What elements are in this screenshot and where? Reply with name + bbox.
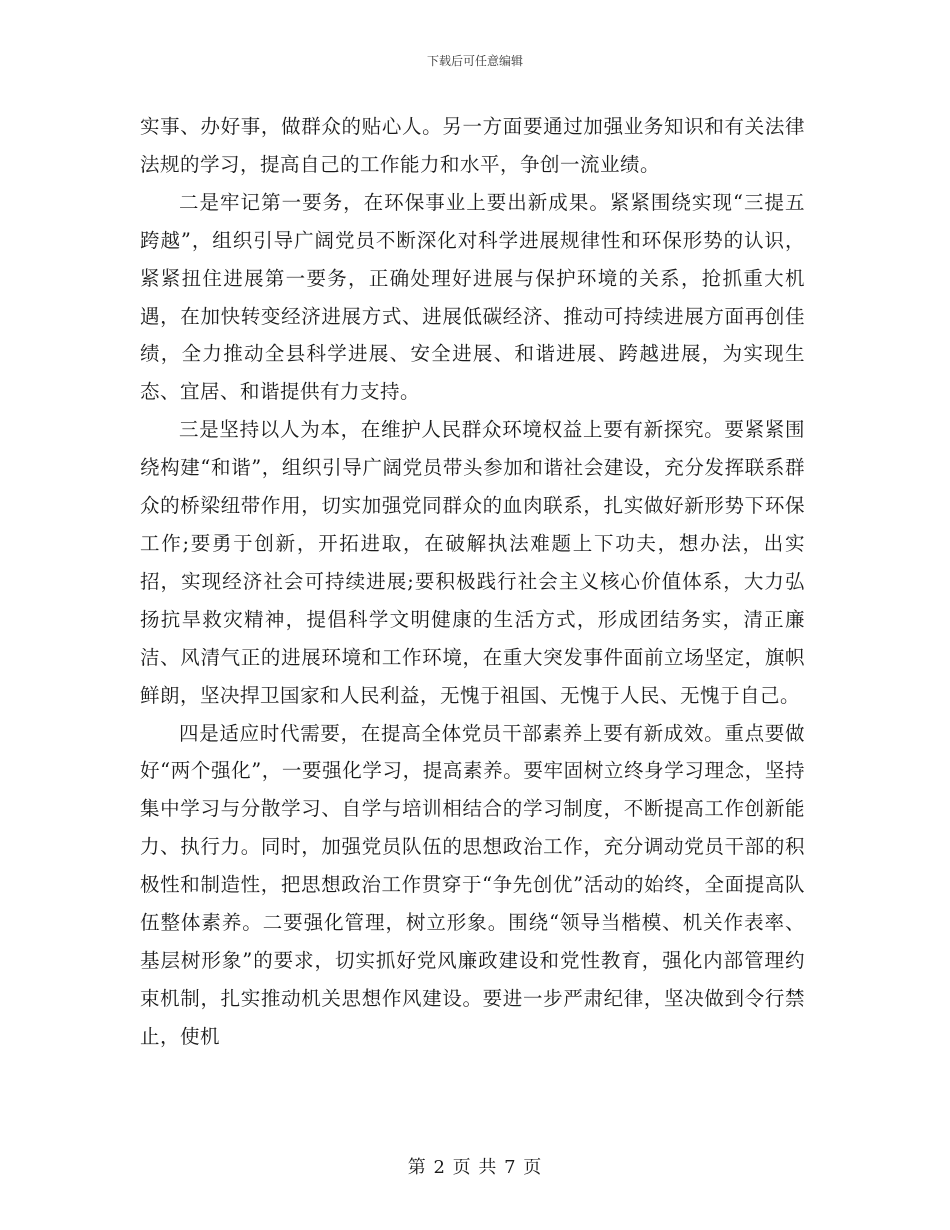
page-number: 第 2 页 共 7 页 (407, 1157, 543, 1178)
paragraph-4: 四是适应时代需要，在提高全体党员干部素养上要有新成效。重点要做好“两个强化”，一要强化学习，提高素养。要牢固树立终身学习理念，坚持集中学习与分散学习、自学与培训相结合的学习制度，不断提高工作创新能力、执行力。同时，加强党员队伍的思想政治工作，充分调动党员干部的积极性和制造性，把思想政治工作贯穿于“争先创优”活动的始终，全面提高队伍整体素养。二要强化管理，树立形象。围绕“领导当楷模、机关作表率、基层树形象”的要求，切实抓好党风廉政建设和党性教育，强化内部管理约束机制，扎实推动机关思想作风建设。要进一步严肃纪律，坚决做到令行禁止，使机 (140, 721, 805, 1048)
paragraph-1: 实事、办好事，做群众的贴心人。另一方面要通过加强业务知识和有关法律法规的学习，提高自己的工作能力和水平，争创一流业绩。 (140, 115, 805, 176)
paragraph-3: 三是坚持以人为本，在维护人民群众环境权益上要有新探究。要紧紧围绕构建“和谐”，组织引导广阔党员带头参加和谐社会建设，充分发挥联系群众的桥梁纽带作用，切实加强党同群众的血肉联系，扎实做好新形势下环保工作;要勇于创新，开拓进取，在破解执法难题上下功夫，想办法，出实招，实现经济社会可持续进展;要积极践行社会主义核心价值体系，大力弘扬抗旱救灾精神，提倡科学文明健康的生活方式，形成团结务实，清正廉洁、风清气正的进展环境和工作环境，在重大突发事件面前立场坚定，旗帜鲜朗，坚决捍卫国家和人民利益，无愧于祖国、无愧于人民、无愧于自己。 (140, 418, 805, 707)
document-body (140, 108, 805, 1056)
page-header-note: 下载后可任意编辑 (426, 54, 523, 68)
paragraph-2: 二是牢记第一要务，在环保事业上要出新成果。紧紧围绕实现“三提五跨越”，组织引导广阔党员不断深化对科学进展规律性和环保形势的认识，紧紧扭住进展第一要务，正确处理好进展与保护环境的关系，抢抓重大机遇，在加快转变经济进展方式、进展低碳经济、推动可持续进展方面再创佳绩，全力推动全县科学进展、安全进展、和谐进展、跨越进展，为实现生态、宜居、和谐提供有力支持。 (140, 190, 805, 404)
